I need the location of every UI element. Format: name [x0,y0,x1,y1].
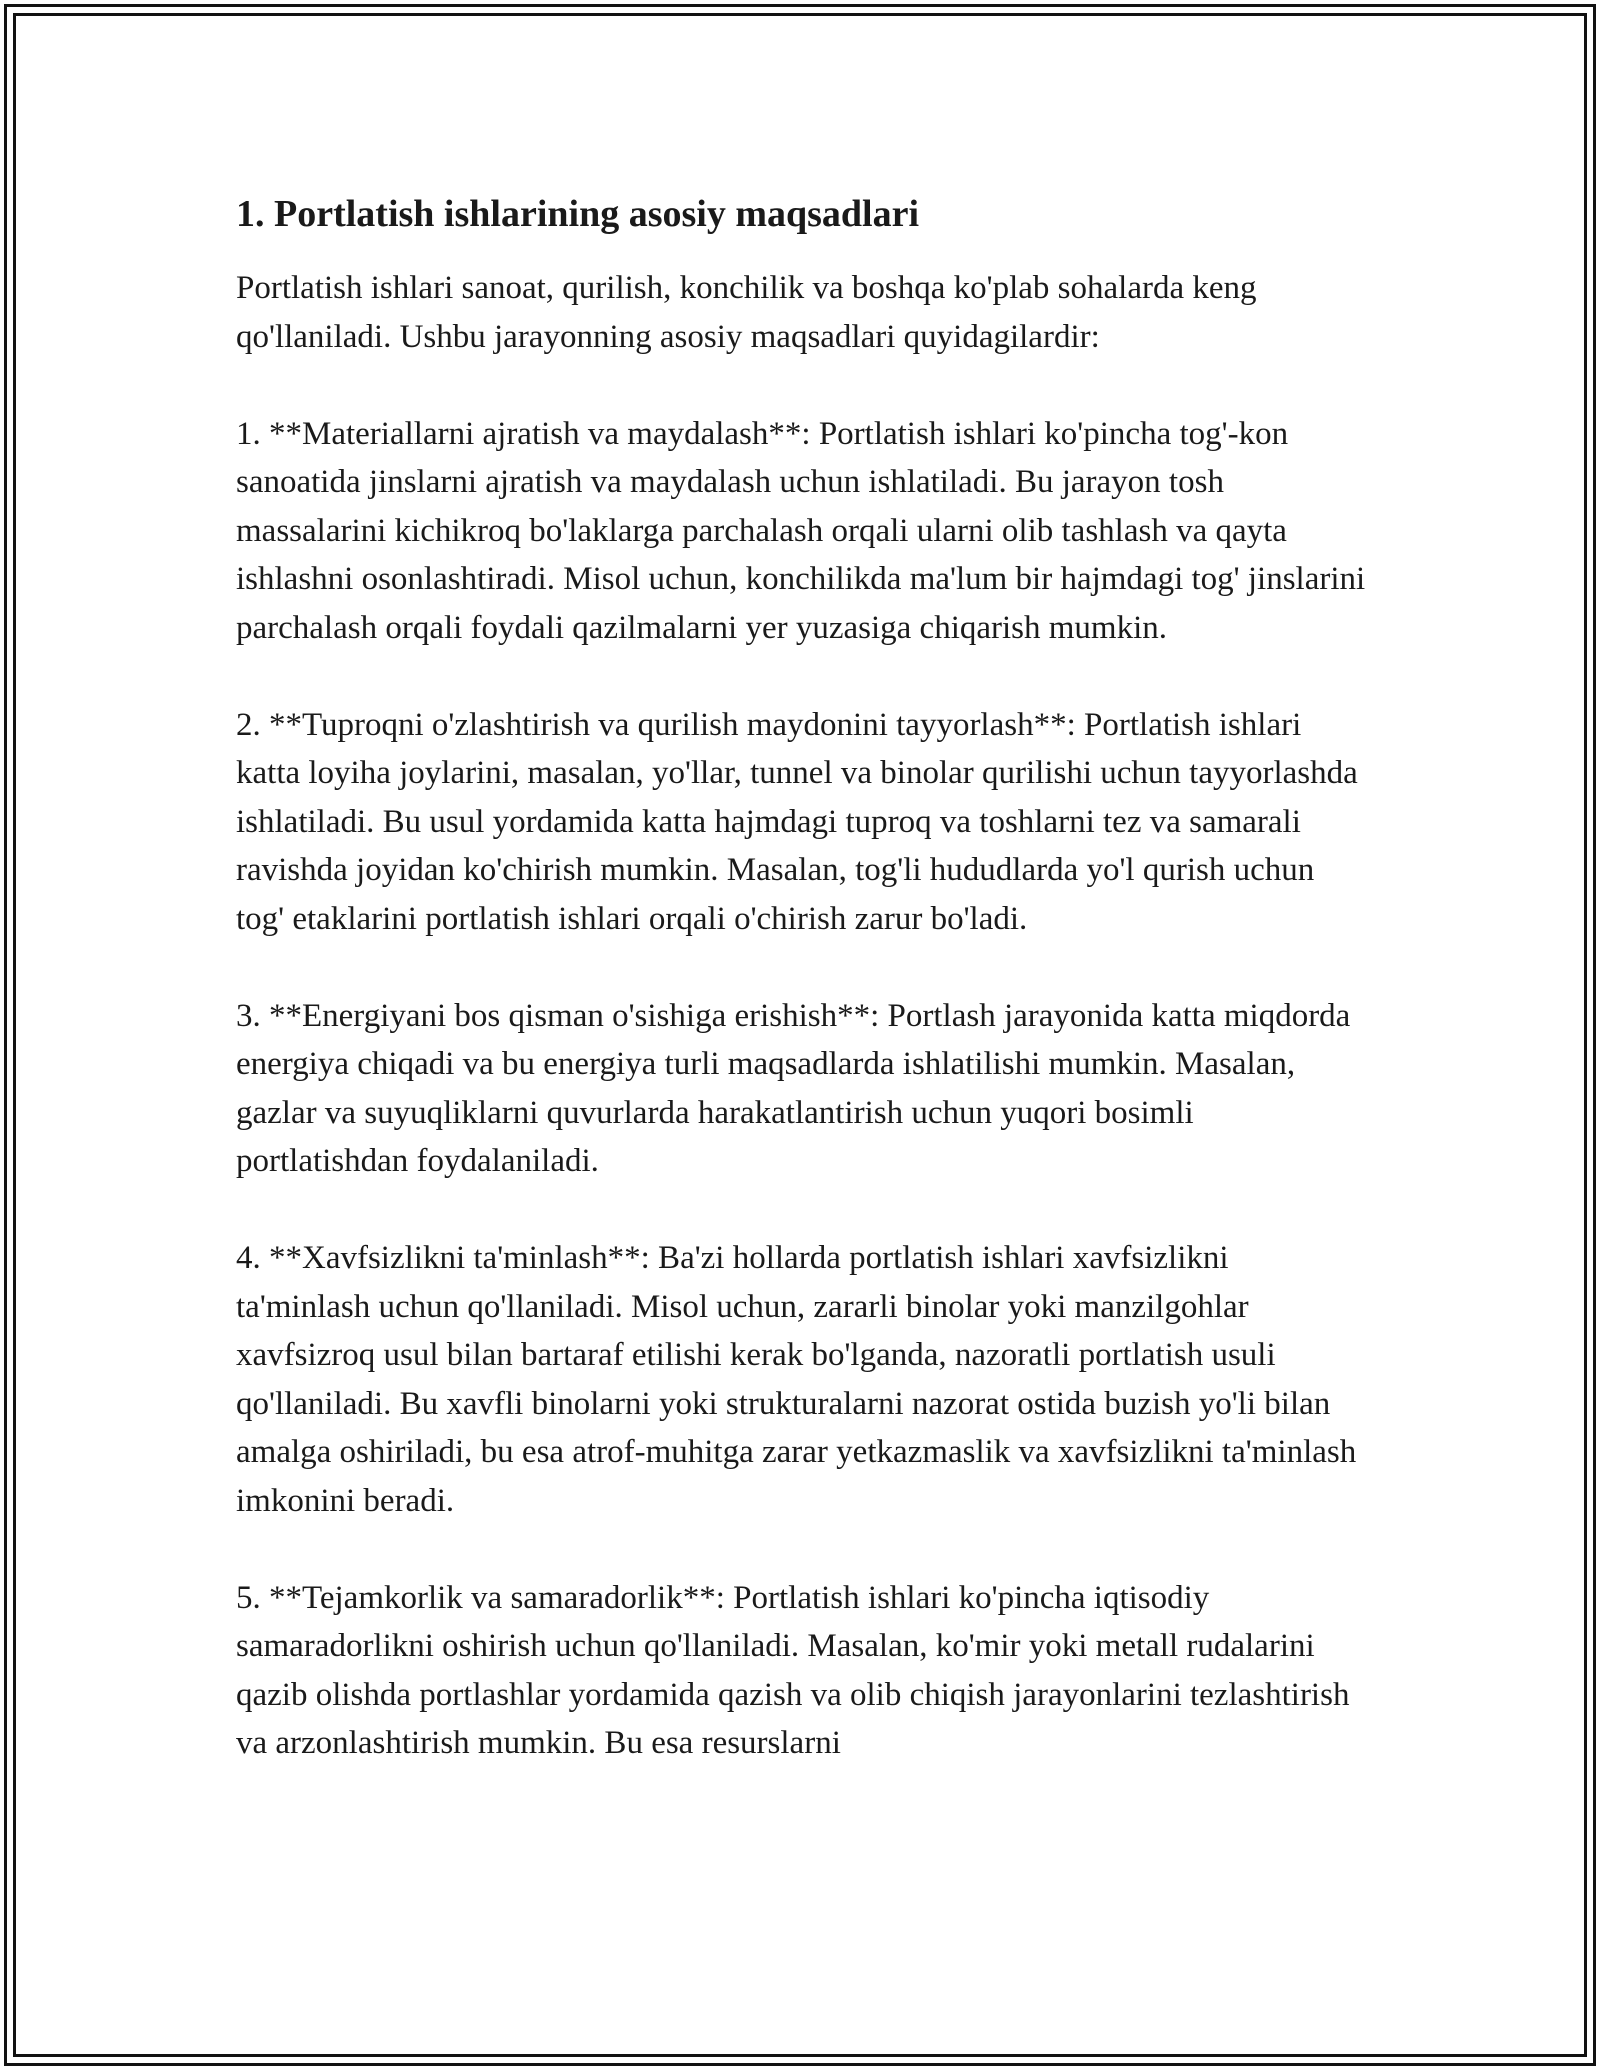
point-paragraph-4: 4. **Xavfsizlikni ta'minlash**: Ba'zi hollarda portlatish ishlari xavfsizlikni ta'minlash uchun qo'llaniladi. Misol uchun, zararli binolar yoki manzilgohlar xavfsizroq usul bilan bartaraf etilishi kerak bo'lganda, nazoratli portlatish usuli qo'llaniladi. Bu xavfli binolarni yoki strukturalarni nazorat ostida buzish yo'li bilan amalga oshiriladi, bu esa atrof-muhitga zarar yetkazmaslik va xavfsizlikni ta'minlash imkonini beradi. [236,1240,1357,1519]
point-paragraph-3: 3. **Energiyani bos qisman o'sishiga erishish**: Portlash jarayonida katta miqdorda energiya chiqadi va bu energiya turli maqsadlarda ishlatilishi mumkin. Masalan, gazlar va suyuqliklarni quvurlarda harakatlantirish uchun yuqori bosimli portlatishdan foydalaniladi. [236,997,1351,1179]
point-paragraph-5: 5. **Tejamkorlik va samaradorlik**: Portlatish ishlari ko'pincha iqtisodiy samaradorlikni oshirish uchun qo'llaniladi. Masalan, ko'mir yoki metall rudalarini qazib olishda portlashlar yordamida qazish va olib chiqish jarayonlarini tezlashtirish va arzonlashtirish mumkin. Bu esa resurslarni [236,1579,1350,1761]
section-heading: 1. Portlatish ishlarining asosiy maqsadlari [236,193,920,235]
intro-paragraph: Portlatish ishlari sanoat, qurilish, konchilik va boshqa ko'plab sohalarda keng qo'llaniladi. Ushbu jarayonning asosiy maqsadlari quyidagilardir: [236,270,1257,355]
point-paragraph-2: 2. **Tuproqni o'zlashtirish va qurilish maydonini tayyorlash**: Portlatish ishlari katta loyiha joylarini, masalan, yo'llar, tunnel va binolar qurilishi uchun tayyorlashda ishlatiladi. Bu usul yordamida katta hajmdagi tuproq va toshlarni tez va samarali ravishda joyidan ko'chirish mumkin. Masalan, tog'li hududlarda yo'l qurish uchun tog' etaklarini portlatish ishlari orqali o'chirish zarur bo'ladi. [236,706,1358,937]
point-paragraph-1: 1. **Materiallarni ajratish va maydalash**: Portlatish ishlari ko'pincha tog'-kon sanoatida jinslarni ajratish va maydalash uchun ishlatiladi. Bu jarayon tosh massalarini kichikroq bo'laklarga parchalash orqali ularni olib tashlash va qayta ishlashni osonlashtiradi. Misol uchun, konchilikda ma'lum bir hajmdagi tog' jinslarini parchalash orqali foydali qazilmalarni yer yuzasiga chiqarish mumkin. [236,415,1366,646]
document-body [236,188,1366,1768]
